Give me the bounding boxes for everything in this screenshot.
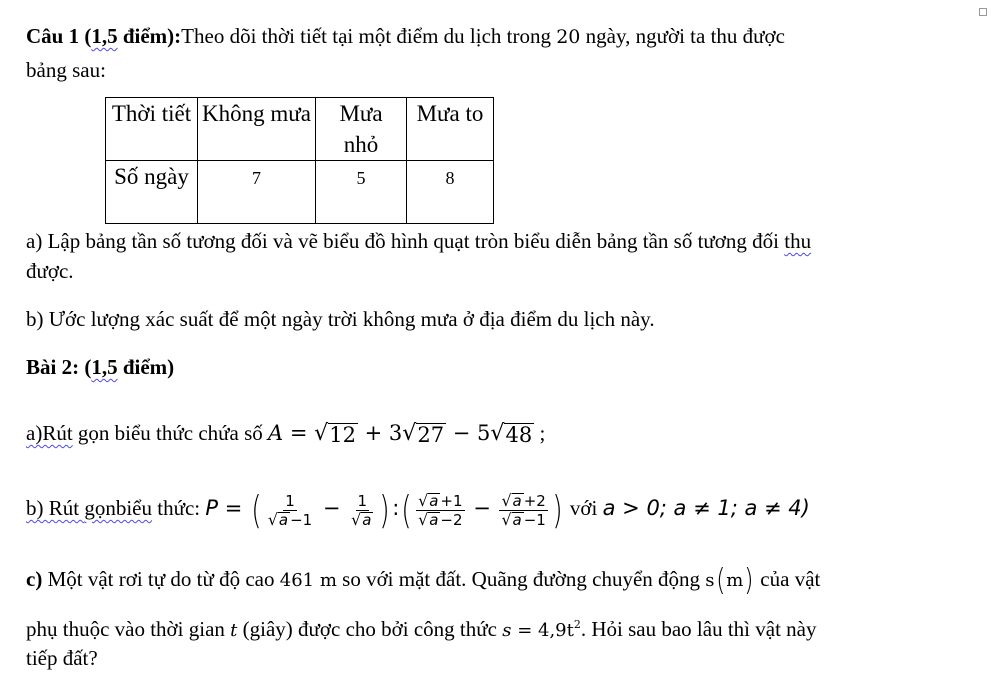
table-header-cell: Mưa to: [407, 98, 494, 161]
bai2-part-c-2: phụ thuộc vào thời gian t (giây) được cho bởi công thức $s = 4,9t^2$. Hỏi sau bao lâu thì vật này: [26, 617, 817, 641]
q1-days: 20: [556, 26, 581, 48]
bai2-title: Bài 2: (1,5 điểm): [26, 355, 175, 379]
sqrt-48: √ 48: [490, 421, 533, 447]
table-cell: 5: [316, 161, 407, 224]
table-header-row: [106, 98, 494, 161]
bai2-part-c: c) Một vật rơi tự do từ độ cao 461 m so với mặt đất. Quãng đường chuyển động s(m) của vật: [26, 563, 821, 599]
table-header-cell: Không mưa: [198, 98, 316, 161]
table-row-label: Số ngày: [106, 161, 198, 224]
table-row: [106, 161, 494, 224]
table-cell: 7: [198, 161, 316, 224]
q1-label: Câu 1 (1,5 điểm):: [26, 24, 182, 48]
q1-intro-line: Câu 1 (1,5 điểm):Theo dõi thời tiết tại một điểm du lịch trong 20 ngày, người ta thu được: [26, 24, 785, 48]
q1-text: Theo dõi thời tiết tại một điểm du lịch trong: [181, 24, 557, 48]
fraction-2: 1 √ a: [351, 491, 372, 529]
bai2-part-b: b) Rút gọnbiểu thức: P = ( 1 √ a −1 − 1 √ a ) :( √ a +1 √ a −2 − √ a +2 √ a −1 ) với a > 0; a ≠ 1; a ≠ 4): [26, 488, 810, 533]
q1-part-a: a) Lập bảng tần số tương đối và vẽ biểu đồ hình quạt tròn biểu diễn bảng tần số tương đối thu: [26, 229, 812, 253]
q1-part-a-cont: được.: [26, 259, 74, 283]
table-cell: 8: [407, 161, 494, 224]
fraction-3: √ a +1 √ a −2: [418, 490, 463, 529]
bai2-part-c-3: tiếp đất?: [26, 646, 98, 670]
weather-frequency-table: [105, 97, 494, 224]
fraction-4: √ a +2 √ a −1: [501, 490, 546, 529]
q1-intro-line-2: bảng sau:: [26, 58, 106, 82]
sqrt-12: √ 12: [314, 421, 356, 447]
fraction-1: 1 √ a −1: [267, 491, 313, 529]
table-header-cell: Mưa nhỏ: [316, 98, 407, 161]
page-corner-mark: [979, 8, 987, 16]
table-header-cell: Thời tiết: [106, 98, 198, 161]
sqrt-27: √ 27: [402, 421, 445, 447]
q1-part-b: b) Ước lượng xác suất để một ngày trời không mưa ở địa điểm du lịch này.: [26, 307, 655, 331]
bai2-part-a: a)Rút gọn biểu thức chứa số A = √ 12 + 3 √ 27 − 5 √ 48 ;: [26, 421, 546, 447]
